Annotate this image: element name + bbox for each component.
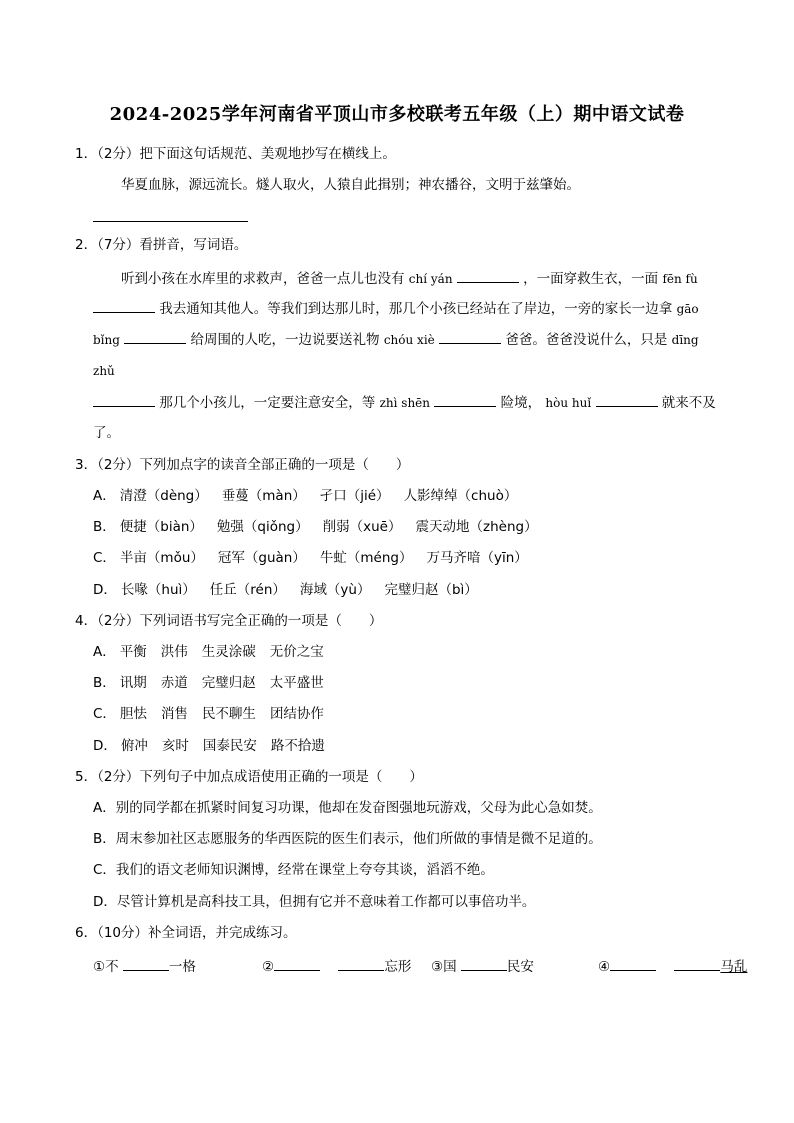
option-item: 生灵涂碳 [201, 644, 256, 660]
q5-option-c[interactable]: C．我们的语文老师知识渊博，经常在课堂上夸夸其谈，滔滔不绝。 [93, 862, 494, 878]
option-item: 太平盛世 [269, 675, 324, 691]
option-label: D． [93, 738, 117, 754]
q4-option-d[interactable] [93, 736, 339, 756]
answer-blank[interactable] [93, 298, 155, 313]
option-label: B． [93, 675, 116, 691]
option-item: 讯期 [119, 675, 147, 691]
option-item: 牛虻（méng） [319, 550, 413, 566]
pinyin: hòu huǐ [545, 396, 592, 410]
option-label: C． [93, 550, 116, 566]
q5-option-a[interactable]: A．别的同学都在抓紧时间复习功课，他却在发奋图强地玩游戏，父母为此心急如焚。 [93, 800, 602, 816]
answer-blank[interactable] [596, 392, 658, 407]
q2-line-3b [93, 361, 115, 381]
pinyin: zhǔ [93, 364, 115, 378]
q2-text: ，一面穿救生衣，一面 [523, 271, 659, 287]
answer-blank[interactable] [434, 392, 496, 407]
option-item: 消售 [160, 706, 188, 722]
q3-stem: 3．（2分）下列加点字的读音全部正确的一项是（ ） [75, 457, 410, 473]
option-item: 国泰民安 [202, 738, 257, 754]
option-item: 震天动地（zhèng） [415, 519, 538, 535]
q6-text: ③国 [431, 959, 457, 975]
option-item: 亥时 [161, 738, 189, 754]
option-item: 半亩（mǒu） [119, 550, 204, 566]
option-label: D． [93, 582, 117, 598]
option-item: 清澄（dèng） [119, 488, 208, 504]
q4-option-b[interactable] [93, 673, 338, 693]
pinyin: zhì shēn [379, 396, 431, 410]
option-item: 路不拾遗 [270, 738, 325, 754]
option-label: C． [93, 706, 116, 722]
q6-text: 民安 [506, 959, 534, 975]
option-item: 海域（yù） [299, 582, 371, 598]
option-item: 削弱（xuē） [322, 519, 402, 535]
q6-item-1 [93, 956, 196, 977]
option-item: 完璧归赵（bì） [384, 582, 478, 598]
answer-blank[interactable] [674, 956, 720, 971]
option-item: 勉强（qiǒng） [216, 519, 309, 535]
option-label: B． [93, 519, 116, 535]
answer-blank[interactable] [93, 392, 155, 407]
pinyin: chí yán [408, 272, 453, 286]
q4-stem: 4．（2分）下列词语书写完全正确的一项是（ ） [75, 613, 383, 629]
q2-line-2 [93, 298, 699, 319]
q5-option-b[interactable]: B．周末参加社区志愿服务的华西医院的医生们表示，他们所做的事情是微不足道的。 [93, 831, 602, 847]
option-label: A． [93, 644, 116, 660]
q6-stem: 6．（10分）补全词语，并完成练习。 [75, 925, 297, 941]
option-item: 民不聊生 [201, 706, 256, 722]
q6-text: ④ [598, 959, 611, 975]
q2-text: 我去通知其他人。等我们到达那儿时，那几个小孩已经站在了岸边，一旁的家长一边拿 [159, 301, 673, 317]
q5-stem: 5．（2分）下列句子中加点成语使用正确的一项是（ ） [75, 769, 423, 785]
answer-blank[interactable] [610, 956, 656, 971]
option-item: 赤道 [160, 675, 188, 691]
q2-text: 听到小孩在水库里的求救声，爸爸一点儿也没有 [121, 271, 405, 287]
answer-blank[interactable] [461, 956, 507, 971]
q6-text: ①不 [93, 959, 119, 975]
answer-blank[interactable] [274, 956, 320, 971]
pinyin: gāo [676, 302, 699, 316]
pinyin: bǐng [93, 333, 120, 347]
option-item: 任丘（rén） [209, 582, 286, 598]
q2-text: 爸爸。爸爸没说什么，只是 [505, 332, 668, 348]
q6-text: 忘形 [384, 959, 412, 975]
q2-line-1 [121, 268, 698, 289]
pinyin: dīng [671, 333, 699, 347]
option-item: 洪伟 [160, 644, 188, 660]
q3-option-c[interactable] [93, 548, 542, 568]
option-label: A． [93, 488, 116, 504]
q1-answer-line[interactable] [93, 221, 248, 222]
option-item: 无价之宝 [269, 644, 324, 660]
option-item: 孑口（jié） [319, 488, 390, 504]
option-item: 俯冲 [120, 738, 148, 754]
page-title: 2024-2025学年河南省平顶山市多校联考五年级（上）期中语文试卷 [109, 104, 685, 125]
q2-text: 给周围的人吃，一边说要送礼物 [190, 332, 380, 348]
answer-blank[interactable] [338, 956, 384, 971]
q6-text: 一格 [168, 959, 196, 975]
q2-text: 那几个小孩儿，一定要注意安全，等 [159, 395, 376, 411]
option-item: 冠军（guàn） [217, 550, 306, 566]
q2-line-4 [93, 392, 716, 413]
q1-stem: 1．（2分）把下面这句话规范、美观地抄写在横线上。 [75, 146, 396, 162]
q2-stem: 2．（7分）看拼音，写词语。 [75, 237, 248, 253]
q2-text: 就来不及 [661, 395, 716, 411]
option-item: 万马齐喑（yīn） [426, 550, 528, 566]
q6-text: 马乱 [720, 959, 748, 975]
q6-item-2 [262, 956, 411, 977]
q6-text: ② [262, 959, 275, 975]
option-item: 团结协作 [269, 706, 324, 722]
option-item: 胆怯 [119, 706, 147, 722]
answer-blank[interactable] [457, 268, 519, 283]
q3-option-d[interactable] [93, 580, 492, 600]
answer-blank[interactable] [439, 329, 501, 344]
q2-line-3 [93, 329, 699, 350]
answer-blank[interactable] [123, 956, 169, 971]
option-item: 长喙（huì） [120, 582, 196, 598]
option-item: 垂蔓（màn） [221, 488, 306, 504]
q4-option-c[interactable] [93, 704, 338, 724]
q2-line-5: 了。 [93, 425, 120, 441]
q6-item-3 [431, 956, 534, 977]
q6-item-4 [598, 956, 747, 977]
q3-option-a[interactable] [93, 486, 531, 506]
q2-text: 险境， [500, 395, 542, 411]
option-item: 完璧归赵 [201, 675, 256, 691]
q4-option-a[interactable] [93, 642, 338, 662]
pinyin: fēn fù [662, 272, 698, 286]
option-item: 平衡 [119, 644, 147, 660]
q3-option-b[interactable] [93, 517, 552, 537]
q5-option-d[interactable]: D．尽管计算机是高科技工具，但拥有它并不意味着工作都可以事倍功半。 [93, 894, 536, 910]
answer-blank[interactable] [124, 329, 186, 344]
q1-text: 华夏血脉，源远流长。燧人取火，人猿自此揖别；神农播谷，文明于兹肇始。 [121, 177, 580, 193]
option-item: 人影绰绰（chuò） [403, 488, 518, 504]
pinyin: chóu xiè [383, 333, 435, 347]
option-item: 便捷（biàn） [119, 519, 203, 535]
